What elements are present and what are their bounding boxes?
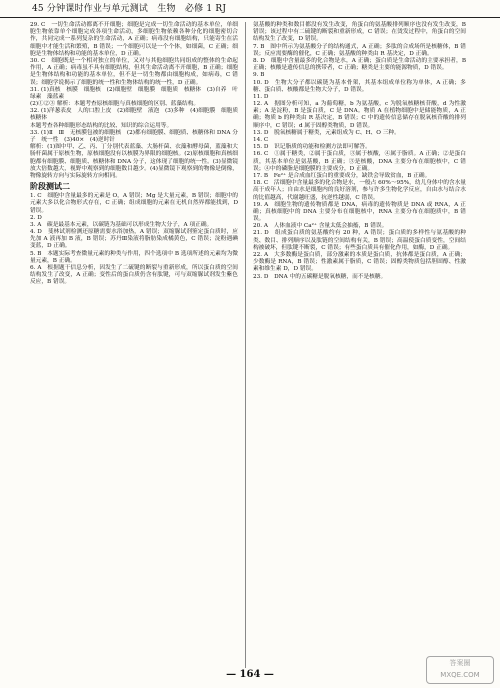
answer-item: 29. C 一切生命活动都离不开细胞；细胞是完成一切生命活动的基本单位，单细胞生物依靠单个细胞完成各项生命活动，多细胞生物依赖各种分化的细胞密切合作，共同完成一系列复杂的生命活动，A 正确；病毒没有细胞结构，只能寄生在活细胞中才能生活和繁殖，B 错误；一个细胞可以是一个个体，如细菌，C 正确；细胞是生物体结构和功能的基本单位，D 正确。 — [30, 22, 238, 57]
left-answer-column — [30, 22, 244, 668]
answer-item: 4. D 斐林试剂检测还原糖需要水浴加热，A 错误；双缩脲试剂鉴定蛋白质时，应先加 A 液再加 B 液，B 错误；苏丹Ⅲ染液将脂肪染成橘黄色，C 错误；淀粉遇碘变蓝，D 正确。 — [30, 229, 238, 250]
answer-item: 8. D 细胞中含量最多的化合物是水，A 正确；蛋白质是生命活动的主要承担者，B 正确；核酸是遗传信息的携带者，C 正确；糖类是主要的能源物质，D 错误。 — [253, 57, 466, 72]
answer-item: 氨基酸的种类和数目都没有发生改变，角蛋白的氨基酸排列顺序也没有发生改变，B 错误；该过程中有二硫键的断裂和重新形成，C 错误；在烫发过程中，角蛋白的空间结构发生了改变，D 错误。 — [253, 22, 466, 43]
answer-item: (2)①②③ 解析：本题考查原核细胞与真核细胞的区别、蓝藻结构。 — [30, 101, 200, 108]
page-number: — 164 — — [226, 669, 274, 680]
answer-item: 3. A 碳是最基本元素，以碳链为基础可以形成生物大分子，A 项正确。 — [30, 221, 213, 228]
answer-item: 本题考查各种细胞形态结构的比较、知识的综合运用等。 — [30, 122, 173, 129]
answer-item: 22. A 大多数酶是蛋白质，部分激素的本质是蛋白质，抗体都是蛋白质，A 正确；少数酶是 RNA，B 错误；性激素属于脂质，C 错误；固醇类物质包括胆固醇、性激素和维生素 D，D 错误。 — [253, 252, 466, 273]
answer-item: 16. C ①属于糖类，②属于蛋白质，③属于核酸，④属于脂质。A 正确；②是蛋白质，其基本单位是氨基酸，B 正确；③是核酸，DNA 主要分布在细胞核中，C 错误；④中的磷脂是细胞膜的主要成分，D 正确。 — [253, 151, 466, 172]
answer-item: 21. D 组成蛋白质的氨基酸约有 20 种，A 错误；蛋白质的多样性与氨基酸的种类、数目、排列顺序以及肽链的空间结构有关，B 错误；高温使蛋白质变性，空间结构被破坏，但肽键不断裂，C 错误；有些蛋白质具有催化作用，如酶，D 正确。 — [253, 230, 466, 251]
answer-item: 14. C — [253, 137, 269, 143]
answer-item: 1. C 细胞中含量最多的元素是 O，A 错误；Mg 是大量元素，B 错误；细胞中的元素大多以化合物形式存在，C 正确；组成细胞的元素在无机自然界都能找到，D 错误。 — [30, 193, 238, 214]
answer-item: 30. C 细胞既是一个相对独立的单位，又对与其他细胞共同组成的整体的生命起作用，A 正确；病毒虽不具有细胞结构，但其生命活动离不开细胞，B 正确；细胞是生物体结构和功能的基本单位，但不是一切生物都由细胞构成，如病毒，C 错误；细胞学说揭示了细胞的统一性和生物体结构的统一性，D 正确。 — [30, 57, 238, 86]
answer-item: 18. C 活细胞中含量最多的化合物是水，一般占 60%～95%，幼儿身体中的含水量高于成年人；自由水是细胞内的良好溶剂，参与许多生物化学反应，自由水与结合水的比值越高，代谢越旺盛，抗逆性越弱，C 错误。 — [253, 180, 466, 201]
answer-item: 33. (1)Ⅱ Ⅲ 无核膜包被的细胞核 (2)都有细胞膜、细胞质、核糖体和 DNA 分子 统一性 (3)40× (4)逆时针 — [30, 129, 238, 143]
answer-item: 20. A 人体血液中 Ca²⁺ 含量太低会抽搐，B 错误。 — [253, 223, 388, 230]
column-divider — [245, 22, 246, 668]
section-title: 阶段测试二 — [30, 181, 70, 192]
answer-item: 2. D — [30, 214, 42, 221]
watermark-line2: MXQE.COM — [440, 671, 480, 679]
answer-item: 7. B 图中所示为氨基酸分子的结构通式，A 正确；多肽的合成场所是核糖体，B 错误；反应需要酶的催化，C 正确；氨基酸的种类由 R 基决定，D 正确。 — [253, 43, 466, 57]
answer-item: 13. D 脱氧核糖属于糖类，元素组成为 C、H、O 三种。 — [253, 129, 400, 136]
answer-item: 23. D DNA 中的五碳糖是脱氧核糖，而不是核糖。 — [253, 273, 387, 280]
answer-item: 31. (1)真核 核膜 细胞核 (2)细胞壁 细胞膜 细胞质 核糖体 (3)自养 叶绿素 藻蓝素 — [30, 86, 238, 100]
answer-item: 5. B 本题实际考查微量元素的种类与作用，四个选项中 B 选项所述的元素均为微量元素，B 正确。 — [30, 250, 238, 264]
header-title: 45 分钟课时作业与单元测试 生物 必修 1 RJ — [32, 4, 227, 14]
running-header — [0, 0, 500, 18]
answer-item: 17. B Fe²⁺ 是合成血红蛋白的重要成分，缺铁会导致贫血，B 正确。 — [253, 172, 431, 179]
watermark-line1: 答案圈 — [449, 659, 471, 667]
answer-item: 6. A 根据题干信息分析，因发生了二硫键的断裂与重新形成，所以蛋白质的空间结构发生了改变，A 正确；变性后的蛋白质仍含有肽键，可与双缩脲试剂发生紫色反应，B 错误。 — [30, 265, 238, 286]
answer-item: 12. A 据图分析可知，a 为葡萄糖，b 为氨基酸，c 为脱氧核糖核苷酸，d 为性激素；A 是淀粉，B 是蛋白质，C 是 DNA。物质 A 在植物细胞中是储能物质，A 正确；物质 b 的种类由 R 基决定，B 错误；C 中的遗传信息储存在脱氧核苷酸的排列顺序中，C 错误；d 属于固醇类物质，D 错误。 — [253, 101, 466, 129]
answer-item: 11. D — [253, 93, 269, 100]
answer-item: 15. D 识记脂质的功能和检测方法即可解答。 — [253, 144, 371, 151]
answer-item: 10. D 生物大分子都以碳链为基本骨架，其基本组成单位称为单体，A 正确；多糖、蛋白质、核酸都是生物大分子，D 错误。 — [253, 79, 466, 93]
answer-item: 9. B — [253, 72, 265, 79]
answer-item: 32. (1)洋葱表皮 人的口腔上皮 (2)细胞壁 液泡 (3)多种 (4)细胞膜 细胞质 核糖体 — [30, 108, 244, 122]
answer-item: 解析：(1)图中甲、乙、丙、丁分别代表蓝藻、大肠杆菌、衣藻和酵母菌，蓝藻和大肠杆菌属于原核生物，原核细胞没有以核膜为界限的细胞核。(2)原核细胞和真核细胞都有细胞膜、细胞质、核糖体和 DNA 分子，这体现了细胞的统一性。(3)显微镜放大倍数越大，视野中观察到的细胞数目越少。(4)显微镜下观察到的物像是倒像，物像旋转方向与实际旋转方向相同。 — [30, 144, 238, 179]
site-watermark — [426, 656, 494, 684]
answer-item: 19. A 细胞生物的遗传物质都是 DNA，病毒的遗传物质是 DNA 或 RNA，A 正确；真核细胞中的 DNA 主要分布在细胞核中，RNA 主要分布在细胞质中，B 错误。 — [253, 201, 466, 223]
right-answer-column — [253, 22, 466, 668]
